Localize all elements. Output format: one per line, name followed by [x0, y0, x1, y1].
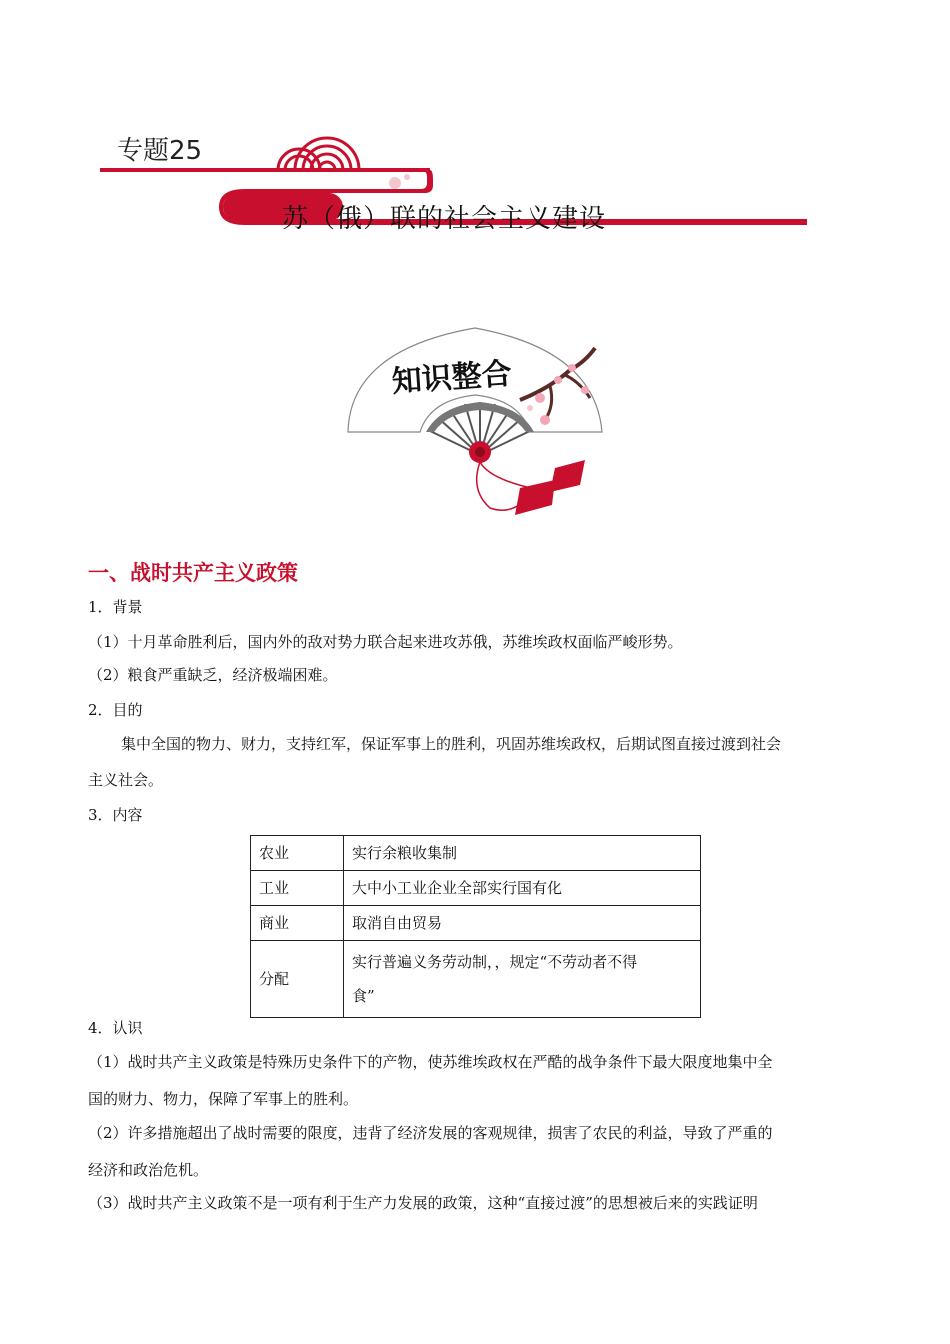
section-title: 一、战时共产主义政策 [88, 561, 298, 585]
table-cell: 实行余粮收集制 [344, 836, 701, 871]
fan-illustration [340, 320, 610, 525]
paragraph: （1）十月革命胜利后，国内外的敌对势力联合起来进攻苏俄，苏维埃政权面临严峻形势。 [88, 633, 683, 651]
heading-background: 1．背景 [88, 598, 143, 616]
table-row [251, 906, 701, 941]
table-row [251, 941, 701, 1018]
paragraph: 主义社会。 [88, 771, 164, 789]
table-row [251, 871, 701, 906]
content-table [250, 835, 701, 1018]
heading-content: 3．内容 [88, 806, 143, 824]
decor-dot [404, 174, 410, 180]
paragraph: （3）战时共产主义政策不是一项有利于生产力发展的政策，这种“直接过渡”的思想被后来的实践证明 [88, 1194, 758, 1212]
table-cell: 取消自由贸易 [344, 906, 701, 941]
paragraph: （1）战时共产主义政策是特殊历史条件下的产物，使苏维埃政权在严酷的战争条件下最大限度地集中全 [88, 1053, 773, 1071]
table-cell: 商业 [251, 906, 344, 941]
paragraph: 国的财力、物力，保障了军事上的胜利。 [88, 1090, 359, 1108]
table-cell: 分配 [251, 941, 344, 1018]
table-cell: 农业 [251, 836, 344, 871]
topic-label: 专题25 [117, 136, 203, 166]
page-title: 苏（俄）联的社会主义建设 [282, 204, 607, 234]
calligraphy-title: 知识整合 [390, 356, 513, 400]
tassel [550, 460, 585, 492]
table-cell [344, 941, 701, 1018]
paragraph: 集中全国的物力、财力，支持红军，保证军事上的胜利，巩固苏维埃政权，后期试图直接过渡到社会 [121, 735, 782, 753]
table-cell-line: 实行普遍义务劳动制，，规定“不劳动者不得 [352, 953, 638, 971]
table-cell: 工业 [251, 871, 344, 906]
table-row [251, 836, 701, 871]
concentric-circles-decoration [278, 138, 359, 170]
table-cell: 大中小工业企业全部实行国有化 [344, 871, 701, 906]
heading-assessment: 4．认识 [88, 1019, 143, 1037]
paragraph: （2）许多措施超出了战时需要的限度，违背了经济发展的客观规律，损害了农民的利益，导致了严重的 [88, 1124, 773, 1142]
header-line-top [100, 168, 430, 172]
heading-purpose: 2．目的 [88, 701, 143, 719]
paragraph: 经济和政治危机。 [88, 1161, 209, 1179]
paragraph: （2）粮食严重缺乏，经济极端困难。 [88, 666, 338, 684]
table-cell-line: 食” [352, 987, 375, 1005]
decor-dot [389, 177, 401, 189]
